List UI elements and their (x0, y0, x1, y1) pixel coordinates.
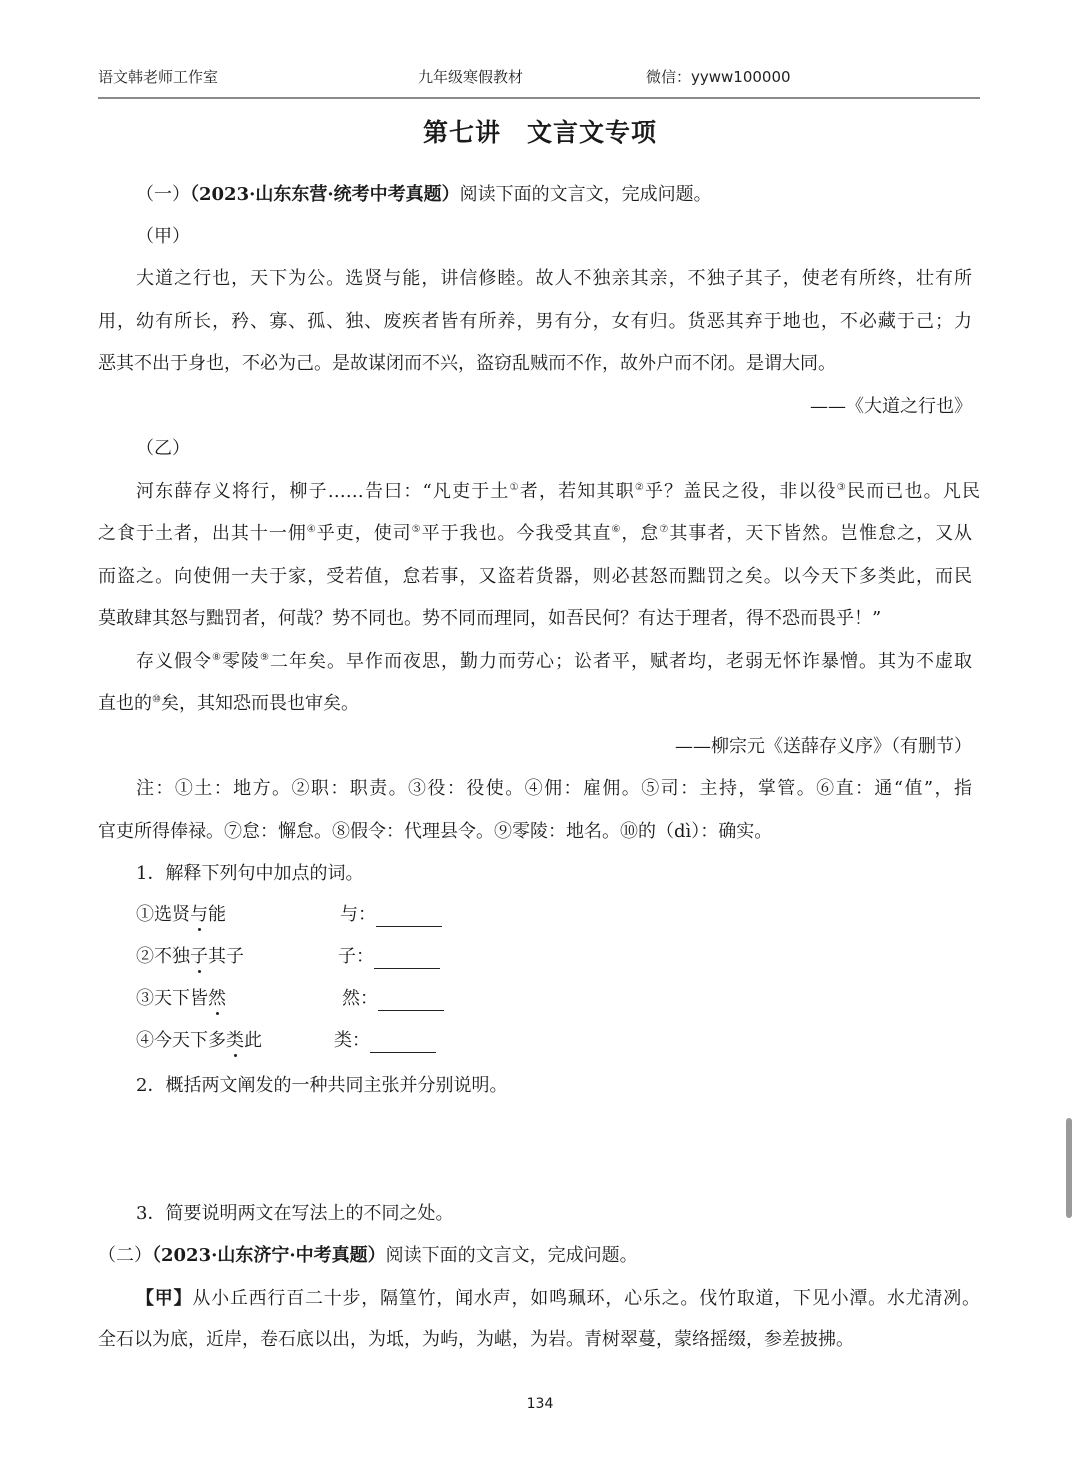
header-material-title: 九年级寒假教材 (418, 68, 524, 86)
q1-item-2: ②不独子其子 (136, 946, 244, 967)
question-2: 2．概括两文阐发的一种共同主张并分别说明。 (136, 1075, 508, 1096)
vertical-scrollbar[interactable] (1066, 1118, 1072, 1218)
answer-blank (370, 1034, 436, 1053)
jia-bracket-label: 【甲】 (136, 1288, 193, 1309)
section1-number: （一） (136, 184, 190, 205)
section2-source: （2023·山东济宁·中考真题） (152, 1245, 386, 1266)
section2-jia-line-2: 全石以为底，近岸，卷石底以出，为坻，为屿，为嵁，为岩。青树翠蔓，蒙络摇缀，参差披拂。 (98, 1329, 854, 1350)
section1-source: （2023·山东东营·统考中考真题） (190, 184, 460, 205)
yi-source: ——柳宗元《送薛存义序》（有删节） (675, 736, 972, 757)
header-divider (98, 97, 980, 99)
q1-answer-2[interactable]: 子： (338, 945, 440, 969)
notes-line-1: 注：①土：地方。②职：职责。③役：役使。④佣：雇佣。⑤司：主持，掌管。⑥直：通“值”，指 (136, 778, 972, 799)
jia-label: （甲） (136, 226, 190, 247)
notes-line-2: 官吏所得俸禄。⑦怠：懈怠。⑧假令：代理县令。⑨零陵：地名。⑩的（dì）：确实。 (98, 821, 773, 842)
dotted-word: 子 (190, 946, 208, 967)
dotted-word: 与 (190, 904, 208, 925)
dotted-word: 类 (226, 1030, 244, 1051)
jia-line-2: 用，幼有所长，矜、寡、孤、独、废疾者皆有所养，男有分，女有归。货恶其弃于地也，不必藏于己；力 (98, 311, 972, 332)
answer-blank (374, 950, 440, 969)
footnote-mark: ② (634, 482, 645, 493)
section2-jia-line-1: 【甲】从小丘西行百二十步，隔篁竹，闻水声，如鸣珮环，心乐之。伐竹取道，下见小潭。水尤清冽。 (136, 1288, 981, 1309)
jia-source: ——《大道之行也》 (810, 396, 972, 417)
footnote-mark: ⑧ (212, 652, 222, 663)
footnote-mark: ⑨ (260, 652, 270, 663)
footnote-mark: ④ (306, 524, 317, 535)
q1-answer-4[interactable]: 类： (334, 1029, 436, 1053)
section2-number: （二） (98, 1245, 152, 1266)
section2-intro (98, 1244, 638, 1268)
page-header (98, 66, 980, 96)
footnote-mark: ⑦ (659, 524, 670, 535)
section1-intro (136, 183, 712, 207)
page-number: 134 (526, 1396, 554, 1412)
q1-answer-3[interactable]: 然： (342, 987, 444, 1011)
header-wechat-id: 微信：yyww100000 (646, 68, 791, 86)
footnote-mark: ① (509, 482, 520, 493)
q1-item-4: ④今天下多类此 (136, 1030, 262, 1051)
lecture-title: 第七讲 文言文专项 (422, 118, 657, 147)
q1-item-1: ①选贤与能 (136, 904, 226, 925)
footnote-mark: ③ (836, 482, 847, 493)
jia-line-3: 恶其不出于身也，不必为己。是故谋闭而不兴，盗窃乱贼而不作，故外户而不闭。是谓大同。 (98, 353, 836, 374)
answer-blank (378, 992, 444, 1011)
footnote-mark: ⑤ (411, 524, 422, 535)
yi-p1-line-4: 莫敢肆其怒与黜罚者，何哉？势不同也。势不同而理同，如吾民何？有达于理者，得不恐而畏乎！” (98, 608, 882, 629)
section1-instruction: 阅读下面的文言文，完成问题。 (459, 184, 712, 205)
yi-p2-line-2: 直也的⑩矣，其知恐而畏也审矣。 (98, 693, 359, 714)
answer-blank (376, 908, 442, 927)
yi-p1-line-2: 之食于土者，出其十一佣④乎吏，使司⑤平于我也。今我受其直⑥，怠⑦其事者，天下皆然。岂惟怠之，又从 (98, 523, 973, 544)
header-studio-name: 语文韩老师工作室 (98, 68, 219, 86)
yi-p1-line-3: 而盗之。向使佣一夫于家，受若值，怠若事，又盗若货器，则必甚怒而黜罚之矣。以今天下多类此，而民 (98, 566, 972, 587)
yi-label: （乙） (136, 438, 190, 459)
yi-p2-line-1: 存义假令⑧零陵⑨二年矣。早作而夜思，勤力而劳心；讼者平，赋者均，老弱无怀诈暴憎。其为不虚取 (136, 651, 973, 672)
section2-instruction: 阅读下面的文言文，完成问题。 (385, 1245, 638, 1266)
q1-item-3: ③天下皆然 (136, 988, 226, 1009)
footnote-mark: ⑥ (611, 524, 622, 535)
footnote-mark: ⑩ (152, 694, 161, 705)
jia-line-1: 大道之行也，天下为公。选贤与能，讲信修睦。故人不独亲其亲，不独子其子，使老有所终，壮有所 (136, 268, 972, 289)
yi-p1-line-1: 河东薛存义将行，柳子……告曰：“凡吏于土①者，若知其职②乎？盖民之役，非以役③民而已也。凡民 (136, 481, 981, 502)
question-3: 3．简要说明两文在写法上的不同之处。 (136, 1203, 454, 1224)
dotted-word: 然 (208, 988, 226, 1009)
q1-answer-1[interactable]: 与： (340, 903, 442, 927)
question-1: 1．解释下列句中加点的词。 (136, 863, 364, 884)
